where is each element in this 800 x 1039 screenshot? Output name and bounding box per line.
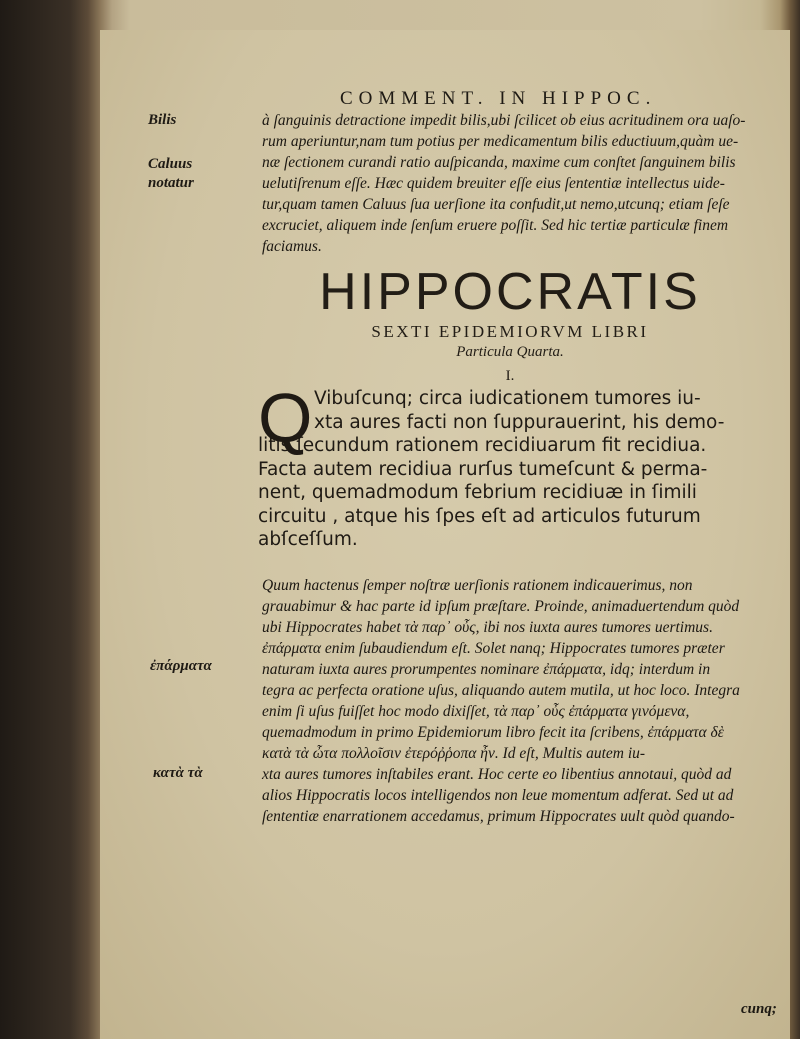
commentary-line: alios Hippocratis locos intelligendos non leue momentum adferat. Sed ut ad: [262, 787, 734, 804]
margin-note-bilis: Bilis: [148, 112, 177, 128]
intro-paragraph: [262, 110, 782, 257]
drop-cap: Q: [258, 379, 313, 457]
intro-line: næ ſectionem curandi ratio auſpicanda, maxime cum conſtet ſanguinem bilis: [262, 154, 736, 171]
running-header: COMMENT. IN HIPPOC.: [340, 88, 657, 109]
intro-line: tur,quam tamen Caluus ſua uerſione ita confudit,ut nemo,utcunq; etiam ſeſe: [262, 196, 730, 213]
commentary-line: tegra ac perfecta oratione uſus, aliquando autem mutila, ut hoc loco. Integra: [262, 682, 740, 699]
commentary-line: ſententiæ enarrationem accedamus, primum Hippocrates uult quòd quando-: [262, 808, 735, 825]
text-line: nent, quemadmodum febrium recidiuæ in ſimili: [258, 482, 697, 503]
text-line: Vibuſcunq; circa iudicationem tumores iu-: [314, 388, 701, 409]
commentary-line: grauabimur & hac parte id ipſum præſtare. Proinde, animaduertendum quòd: [262, 598, 740, 615]
commentary-line: quemadmodum in primo Epidemiorum libro fecit ita ſcribens, ἐπάρματα δὲ: [262, 724, 724, 741]
text-line: Facta autem recidiua rurſus tumeſcunt & perma-: [258, 458, 708, 480]
intro-line: rum aperiuntur,nam tum potius per medicamentum bilis eductiuum,quàm ue-: [262, 133, 739, 150]
commentary-line: enim ſi uſus fuiſſet hoc modo dixiſſet, τὰ παρ᾽ οὖς ἐπάρματα γινόμενα,: [262, 703, 690, 720]
margin-note-greek-eparmata: ἐπάρματα: [150, 658, 212, 674]
commentary-line: Quum hactenus ſemper noſtræ uerſionis rationem indicauerimus, non: [262, 577, 693, 594]
text-line: xta aures facti non ſuppurauerint, his demo-: [314, 411, 725, 433]
commentary-paragraph: [262, 575, 790, 827]
commentary-line: κατὰ τὰ ὦτα πολλοῖσιν ἐτερόῤῥοπα ἦν. Id eſt, Multis autem iu-: [262, 745, 646, 762]
commentary-line: xta aures tumores inſtabiles erant. Hoc certe eo libentius annotaui, quòd ad: [262, 766, 732, 783]
catchword: cunq;: [741, 1001, 777, 1017]
margin-note-caluus: Caluus: [148, 156, 193, 172]
text-line: litis ſecundum rationem recidiuarum fit recidiua.: [258, 435, 707, 456]
commentary-line: ἐπάρματα enim ſubaudiendum eſt. Solet nanq; Hippocrates tumores præter: [262, 640, 725, 657]
section-number: I.: [505, 368, 515, 384]
commentary-line: naturam iuxta aures prorumpentes nominare ἐπάρματα, idq; interdum in: [262, 661, 711, 678]
particula-heading: Particula Quarta.: [456, 344, 564, 360]
text-line: abſceſſum.: [258, 529, 358, 550]
book-subtitle: SEXTI EPIDEMIORVM LIBRI: [371, 322, 649, 341]
margin-note-notatur: notatur: [148, 175, 194, 191]
book-title: HIPPOCRATIS: [319, 263, 701, 321]
intro-line: excruciet, aliquem inde ſenſum eruere poſſit. Sed hic tertiæ particulæ finem: [262, 217, 729, 234]
hippocrates-text: [258, 387, 786, 552]
intro-line: à ſanguinis detractione impedit bilis,ubi ſcilicet ob eius acritudinem ora uaſo-: [262, 112, 746, 129]
text-line: circuitu , atque his ſpes eſt ad articulos futurum: [258, 505, 701, 527]
margin-note-greek-kata: κατὰ τὰ: [153, 765, 203, 781]
intro-line: faciamus.: [262, 238, 322, 255]
commentary-line: ubi Hippocrates habet τὰ παρ᾽ οὖς, ibi nos iuxta aures tumores uertimus.: [262, 619, 713, 636]
intro-line: uelutiſrenum eſſe. Hæc quidem breuiter eſſe eius ſententiæ intellectus uide-: [262, 175, 725, 192]
